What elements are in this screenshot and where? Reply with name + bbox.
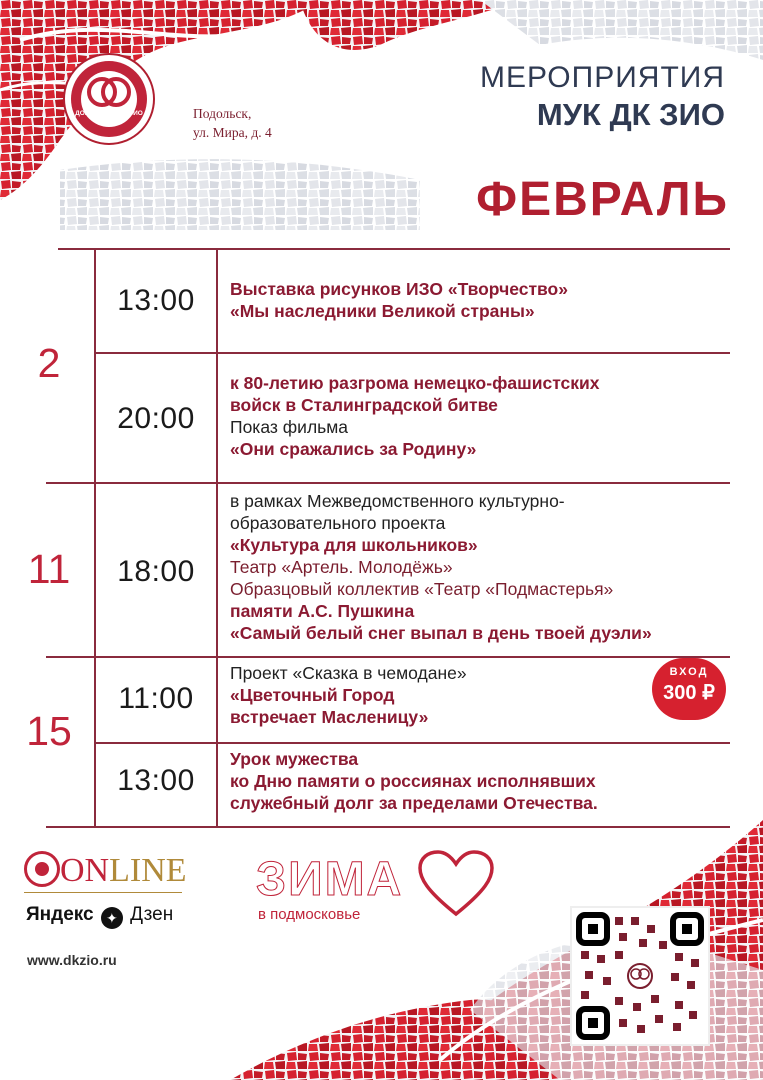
event-line: служебный долг за пределами Отечества. bbox=[230, 793, 598, 813]
online-logo bbox=[24, 852, 187, 891]
dzen-label: Дзен bbox=[130, 904, 174, 925]
price-badge-label: ВХОД bbox=[669, 666, 709, 678]
row-divider bbox=[58, 248, 730, 250]
event-line: в рамках Межведомственного культурно- bbox=[230, 491, 565, 511]
event-line: войск в Сталинградской битве bbox=[230, 395, 498, 415]
time-cell: 13:00 bbox=[117, 284, 195, 317]
event-line: встречает Масленицу» bbox=[230, 707, 429, 727]
row-divider bbox=[96, 352, 730, 354]
event-line: Показ фильма bbox=[230, 417, 349, 437]
heart-icon bbox=[416, 850, 496, 920]
event-line: Проект «Сказка в чемодане» bbox=[230, 663, 467, 683]
logo-emblem-icon bbox=[62, 52, 156, 146]
event-line: Театр «Артель. Молодёжь» bbox=[230, 557, 453, 577]
event-line: «Цветочный Город bbox=[230, 685, 395, 705]
event-line: «Самый белый снег выпал в день твоей дуэли» bbox=[230, 623, 652, 643]
price-badge-value: 300 ₽ bbox=[663, 682, 715, 704]
logo bbox=[62, 52, 156, 146]
dzen-star-icon: ✦ bbox=[101, 907, 123, 929]
address-city: Подольск, bbox=[193, 106, 252, 121]
event-line: «Они сражались за Родину» bbox=[230, 439, 477, 459]
month-title: ФЕВРАЛЬ bbox=[476, 173, 729, 226]
event-line: ко Дню памяти о россиянах исполнявших bbox=[230, 771, 596, 791]
yandex-label: Яндекс bbox=[26, 904, 94, 925]
online-logo-icon bbox=[24, 851, 60, 887]
event-details bbox=[230, 662, 467, 728]
date-cell: 15 bbox=[26, 708, 72, 754]
row-divider bbox=[46, 482, 730, 484]
event-line: Выставка рисунков ИЗО «Творчество» bbox=[230, 279, 568, 299]
row-divider bbox=[46, 656, 730, 658]
event-line: «Мы наследники Великой страны» bbox=[230, 301, 535, 321]
event-details bbox=[230, 748, 598, 814]
date-cell: 11 bbox=[27, 546, 71, 592]
online-logo-prefix: ON bbox=[60, 852, 110, 889]
qr-code[interactable] bbox=[570, 906, 710, 1046]
event-line: Урок мужества bbox=[230, 749, 359, 769]
online-underline bbox=[24, 892, 182, 893]
yandex-dzen-link[interactable] bbox=[26, 904, 173, 929]
page-title-line2: МУК ДК ЗИО bbox=[536, 97, 725, 132]
event-line: памяти А.С. Пушкина bbox=[230, 601, 415, 621]
time-cell: 11:00 bbox=[118, 682, 194, 715]
event-details bbox=[230, 490, 652, 644]
time-cell: 18:00 bbox=[117, 555, 195, 588]
price-badge bbox=[652, 658, 726, 720]
event-line: образовательного проекта bbox=[230, 513, 446, 533]
time-cell: 20:00 bbox=[117, 402, 195, 435]
row-divider bbox=[96, 742, 730, 744]
column-divider bbox=[94, 248, 96, 826]
zima-title: ЗИМА bbox=[256, 853, 404, 906]
zima-subtitle: в подмосковье bbox=[258, 906, 361, 923]
time-cell: 13:00 bbox=[117, 764, 195, 797]
online-logo-suffix: LINE bbox=[109, 852, 187, 889]
event-line: к 80-летию разгрома немецко-фашистских bbox=[230, 373, 600, 393]
address-street: ул. Мира, д. 4 bbox=[193, 125, 272, 140]
event-line: Образцовый коллектив «Театр «Подмастерья» bbox=[230, 579, 614, 599]
row-divider bbox=[46, 826, 730, 828]
page-title-line1: МЕРОПРИЯТИЯ bbox=[479, 61, 725, 94]
address bbox=[193, 104, 272, 142]
event-details bbox=[230, 278, 568, 322]
website-link[interactable]: www.dkzio.ru bbox=[27, 952, 117, 968]
qr-code-icon bbox=[575, 911, 705, 1041]
zima-logo bbox=[256, 852, 456, 932]
event-details bbox=[230, 372, 600, 460]
logo-ring-text: ДОМ КУЛЬТУРЫ ЗИО bbox=[75, 110, 143, 117]
date-cell: 2 bbox=[37, 340, 61, 386]
column-divider bbox=[216, 248, 218, 826]
event-line: «Культура для школьников» bbox=[230, 535, 478, 555]
